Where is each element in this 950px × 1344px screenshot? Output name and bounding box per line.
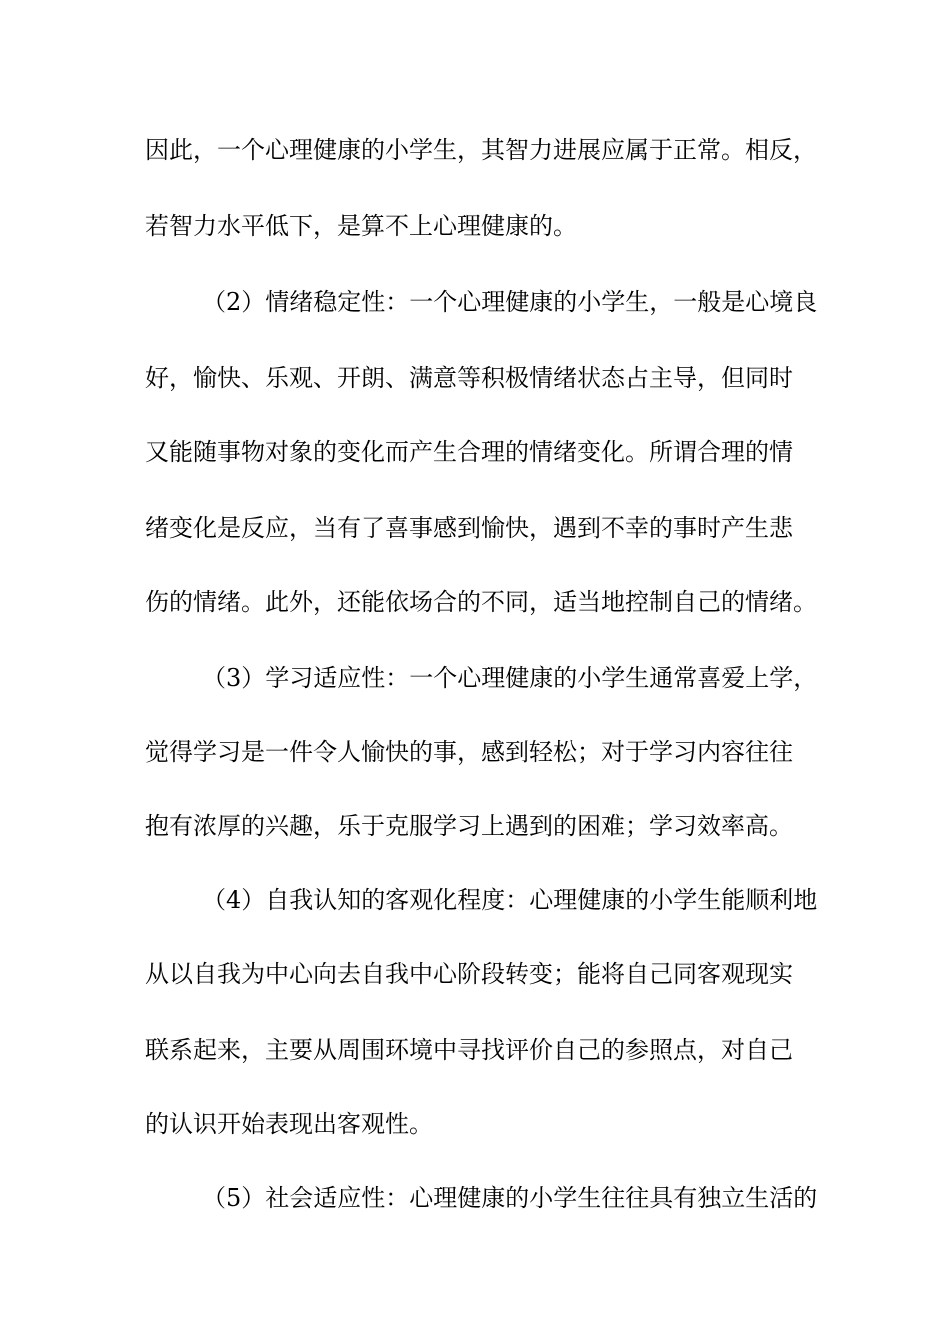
text-line-14: 的认识开始表现出客观性。 <box>145 1110 433 1138</box>
text-line-12: 从以自我为中心向去自我中心阶段转变；能将自己同客观现实 <box>145 960 793 988</box>
text-line-15: （5）社会适应性：心理健康的小学生往往具有独立生活的 <box>202 1184 818 1212</box>
text-line-1: 因此，一个心理健康的小学生，其智力进展应属于正常。相反， <box>145 136 817 164</box>
text-line-9: 觉得学习是一件令人愉快的事，感到轻松；对于学习内容往往 <box>145 738 793 766</box>
text-line-5: 又能随事物对象的变化而产生合理的情绪变化。所谓合理的情 <box>145 438 793 466</box>
text-line-6: 绪变化是反应，当有了喜事感到愉快，遇到不幸的事时产生悲 <box>145 514 793 542</box>
text-line-4: 好，愉快、乐观、开朗、满意等积极情绪状态占主导，但同时 <box>145 364 793 392</box>
text-line-13: 联系起来，主要从周围环境中寻找评价自己的参照点，对自己 <box>145 1036 793 1064</box>
text-line-11: （4）自我认知的客观化程度：心理健康的小学生能顺利地 <box>202 886 818 914</box>
text-line-10: 抱有浓厚的兴趣，乐于克服学习上遇到的困难；学习效率高。 <box>145 812 793 840</box>
text-line-7: 伤的情绪。此外，还能依场合的不同，适当地控制自己的情绪。 <box>145 588 817 616</box>
text-line-2: 若智力水平低下，是算不上心理健康的。 <box>145 212 577 240</box>
text-line-8: （3）学习适应性：一个心理健康的小学生通常喜爱上学， <box>202 664 818 692</box>
text-line-3: （2）情绪稳定性：一个心理健康的小学生，一般是心境良 <box>202 288 818 316</box>
